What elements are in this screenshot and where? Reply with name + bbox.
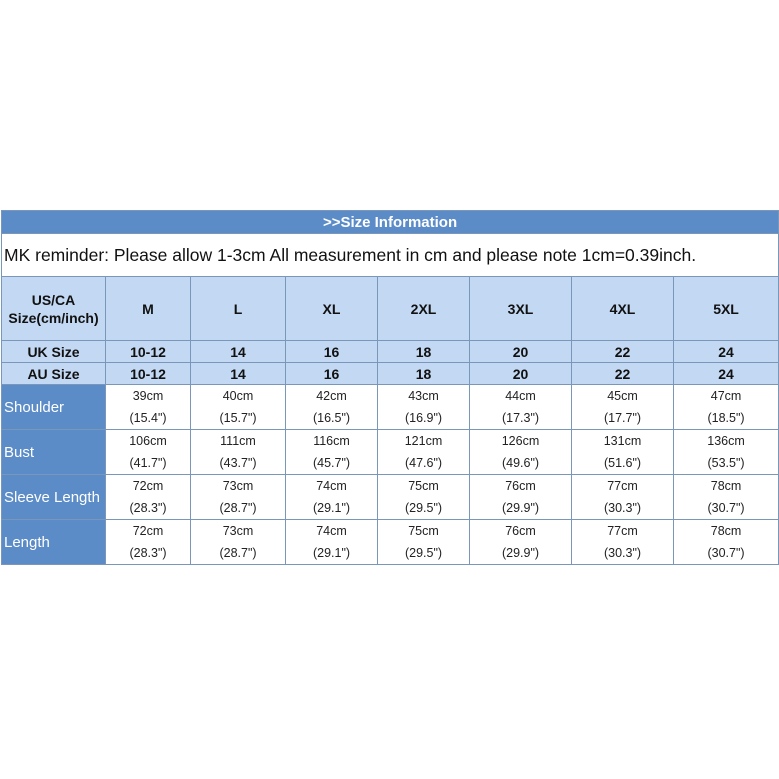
measurement-label: Bust <box>2 430 106 475</box>
inch-value: (28.7") <box>219 546 257 560</box>
measurement-cell <box>106 520 191 565</box>
measurement-cell <box>378 520 470 565</box>
inch-value: (17.7") <box>603 411 642 425</box>
uk-size-value: 10-12 <box>106 341 191 363</box>
measurement-cell <box>286 430 378 475</box>
size-col-header: XL <box>286 277 378 341</box>
size-col-header: 2XL <box>378 277 470 341</box>
inch-value: (16.9") <box>404 411 443 425</box>
uk-size-value: 14 <box>191 341 286 363</box>
uk-size-label: UK Size <box>2 341 106 363</box>
au-size-value: 20 <box>470 363 572 385</box>
cm-value: 74cm <box>316 524 347 538</box>
au-size-row <box>2 363 779 385</box>
measurement-cell <box>106 475 191 520</box>
inch-value: (29.5") <box>404 501 443 515</box>
us-size-row <box>2 277 779 341</box>
measurement-cell <box>572 385 674 430</box>
cm-value: 136cm <box>707 434 745 448</box>
inch-value: (29.9") <box>501 546 540 560</box>
au-size-value: 24 <box>674 363 779 385</box>
measurement-cell <box>378 430 470 475</box>
inch-value: (30.3") <box>603 546 642 560</box>
inch-value: (30.7") <box>707 546 745 560</box>
cm-value: 42cm <box>316 389 347 403</box>
measurement-label: Shoulder <box>2 385 106 430</box>
uk-size-row <box>2 341 779 363</box>
measurement-cell <box>191 520 286 565</box>
inch-value: (17.3") <box>501 411 540 425</box>
uk-size-value: 18 <box>378 341 470 363</box>
uk-size-value: 20 <box>470 341 572 363</box>
size-col-header: L <box>191 277 286 341</box>
inch-value: (30.3") <box>603 501 642 515</box>
measurement-cell <box>378 385 470 430</box>
inch-value: (41.7") <box>129 456 167 470</box>
cm-value: 111cm <box>220 434 256 448</box>
inch-value: (53.5") <box>707 456 745 470</box>
cm-value: 76cm <box>505 479 536 493</box>
measurement-row-shoulder <box>2 385 779 430</box>
measurement-cell <box>191 430 286 475</box>
measurement-cell <box>674 430 779 475</box>
cm-value: 106cm <box>129 434 167 448</box>
measurement-cell <box>470 385 572 430</box>
cm-value: 44cm <box>505 389 536 403</box>
measurement-label: Sleeve Length <box>2 475 106 520</box>
cm-value: 78cm <box>710 524 742 538</box>
cm-value: 47cm <box>710 389 742 403</box>
cm-value: 77cm <box>607 524 638 538</box>
inch-value: (49.6") <box>501 456 540 470</box>
measurement-cell <box>470 430 572 475</box>
size-col-header: 3XL <box>470 277 572 341</box>
cm-value: 40cm <box>222 389 254 403</box>
cm-value: 73cm <box>222 524 254 538</box>
cm-value: 121cm <box>404 434 443 448</box>
uk-size-value: 22 <box>572 341 674 363</box>
cm-value: 131cm <box>603 434 642 448</box>
au-size-value: 18 <box>378 363 470 385</box>
au-size-value: 14 <box>191 363 286 385</box>
cm-value: 45cm <box>607 389 638 403</box>
measurement-row-sleeve-length <box>2 475 779 520</box>
measurement-label: Length <box>2 520 106 565</box>
measurement-cell <box>572 475 674 520</box>
inch-value: (15.4") <box>129 411 167 425</box>
measurement-cell <box>106 430 191 475</box>
au-size-label: AU Size <box>2 363 106 385</box>
inch-value: (18.5") <box>707 411 745 425</box>
cm-value: 39cm <box>132 389 164 403</box>
inch-value: (47.6") <box>404 456 443 470</box>
inch-value: (29.1") <box>312 546 351 560</box>
measurement-row-length <box>2 520 779 565</box>
measurement-cell <box>572 430 674 475</box>
measurement-cell <box>286 520 378 565</box>
cm-value: 75cm <box>408 524 439 538</box>
measurement-cell <box>674 520 779 565</box>
us-size-header-cell <box>2 277 106 341</box>
au-size-value: 16 <box>286 363 378 385</box>
measurement-cell <box>286 385 378 430</box>
cm-value: 77cm <box>607 479 638 493</box>
measurement-cell <box>470 520 572 565</box>
inch-value: (43.7") <box>219 456 257 470</box>
measurement-cell <box>378 475 470 520</box>
uk-size-value: 24 <box>674 341 779 363</box>
cm-value: 76cm <box>505 524 536 538</box>
measurement-cell <box>286 475 378 520</box>
measurement-cell <box>572 520 674 565</box>
inch-value: (28.7") <box>219 501 257 515</box>
cm-value: 72cm <box>132 479 164 493</box>
cm-value: 72cm <box>132 524 164 538</box>
reminder-row <box>2 234 779 277</box>
us-size-label: US/CA Size(cm/inch) <box>8 291 99 326</box>
inch-value: (16.5") <box>312 411 351 425</box>
measurement-cell <box>191 385 286 430</box>
cm-value: 75cm <box>408 479 439 493</box>
au-size-value: 22 <box>572 363 674 385</box>
inch-value: (29.5") <box>404 546 443 560</box>
size-col-header: 5XL <box>674 277 779 341</box>
inch-value: (30.7") <box>707 501 745 515</box>
cm-value: 126cm <box>501 434 540 448</box>
cm-value: 73cm <box>222 479 254 493</box>
measurement-row-bust <box>2 430 779 475</box>
cm-value: 74cm <box>316 479 347 493</box>
measurement-cell <box>106 385 191 430</box>
measurement-reminder: MK reminder: Please allow 1-3cm All measurement in cm and please note 1cm=0.39inch. <box>2 234 779 277</box>
inch-value: (28.3") <box>129 546 167 560</box>
cm-value: 78cm <box>710 479 742 493</box>
size-col-header: M <box>106 277 191 341</box>
cm-value: 116cm <box>313 434 350 448</box>
inch-value: (28.3") <box>129 501 167 515</box>
measurement-cell <box>674 475 779 520</box>
size-chart-table <box>1 210 779 565</box>
uk-size-value: 16 <box>286 341 378 363</box>
inch-value: (51.6") <box>603 456 642 470</box>
cm-value: 43cm <box>408 389 439 403</box>
title-row <box>2 211 779 234</box>
inch-value: (29.9") <box>501 501 540 515</box>
inch-value: (29.1") <box>312 501 351 515</box>
au-size-value: 10-12 <box>106 363 191 385</box>
measurement-cell <box>470 475 572 520</box>
measurement-cell <box>674 385 779 430</box>
inch-value: (45.7") <box>312 456 351 470</box>
size-col-header: 4XL <box>572 277 674 341</box>
table-title: >>Size Information <box>2 211 779 234</box>
inch-value: (15.7") <box>219 411 257 425</box>
measurement-cell <box>191 475 286 520</box>
